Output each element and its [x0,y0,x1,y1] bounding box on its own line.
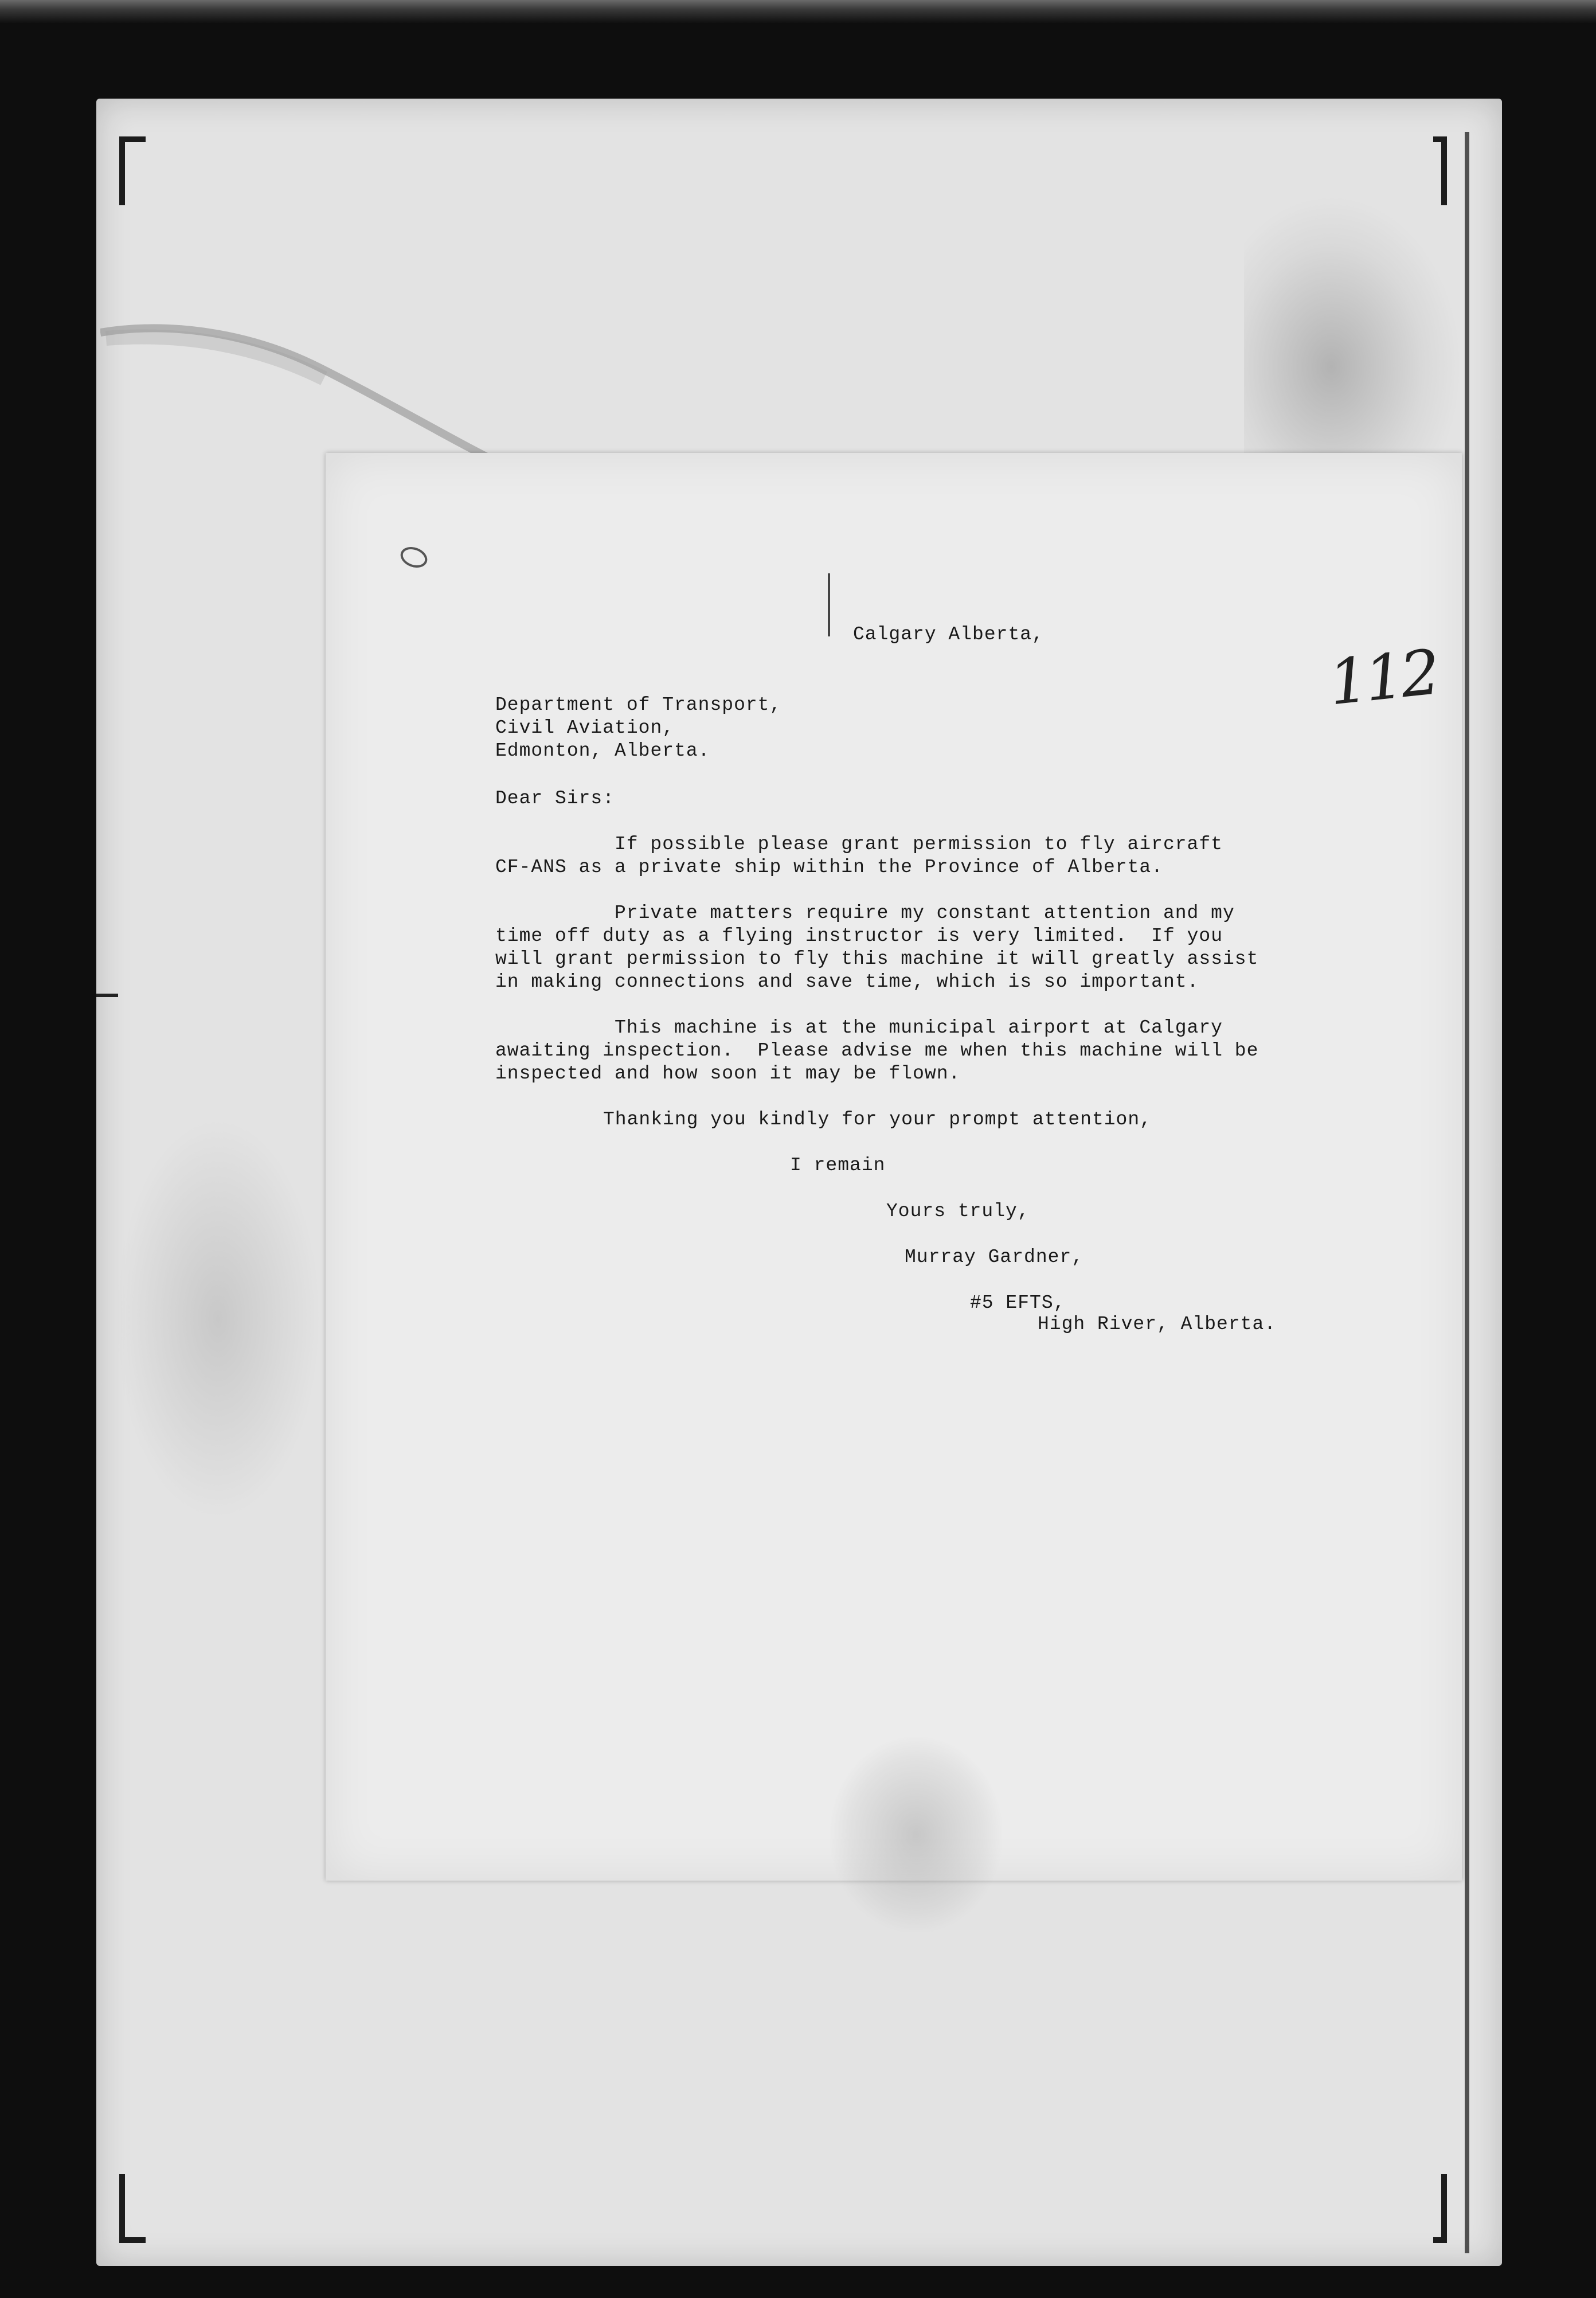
paragraph-line: inspected and how soon it may be flown. [495,1063,961,1084]
recipient-line: Civil Aviation, [495,717,675,738]
handwritten-page-number: 112 [1325,636,1441,720]
paragraph-line: in making connections and save time, which is so important. [495,971,1199,992]
recipient-line: Department of Transport, [495,694,782,716]
letter-place: Calgary Alberta, [853,624,1044,645]
ink-stain [830,1737,1002,1932]
crop-mark-bottom-left [119,2174,146,2243]
recipient-line: Edmonton, Alberta. [495,740,710,761]
paragraph-line: awaiting inspection. Please advise me when this machine will be [495,1040,1259,1061]
paper-stain [115,1118,321,1519]
remain-line: I remain [790,1155,886,1176]
crop-mark-top-left [119,136,146,205]
closing: Yours truly, [886,1201,1030,1222]
paragraph-line: If possible please grant permission to fly aircraft [615,834,1223,855]
paragraph-line: This machine is at the municipal airport at Calgary [615,1017,1223,1038]
thanks-line: Thanking you kindly for your prompt attention, [603,1109,1152,1130]
signature-name: Murray Gardner, [905,1246,1084,1268]
salutation: Dear Sirs: [495,788,615,809]
mounting-sheet-edge [1465,132,1469,2253]
paragraph-line: will grant permission to fly this machine it will greatly assist [495,948,1259,970]
paragraph-line: Private matters require my constant attention and my [615,902,1235,924]
mount-mark [96,994,118,997]
film-edge [0,0,1596,23]
signature-town: High River, Alberta. [1038,1314,1277,1335]
typed-letter [326,453,1462,1881]
signature-unit: #5 EFTS, [970,1292,1066,1314]
paper-tear [398,544,431,571]
crop-mark-bottom-right [1433,2174,1447,2243]
paragraph-line: time off duty as a flying instructor is very limited. If you [495,925,1223,947]
paragraph-line: CF-ANS as a private ship within the Province of Alberta. [495,857,1163,878]
pencil-mark [828,573,830,636]
paper-stain [1244,195,1462,482]
